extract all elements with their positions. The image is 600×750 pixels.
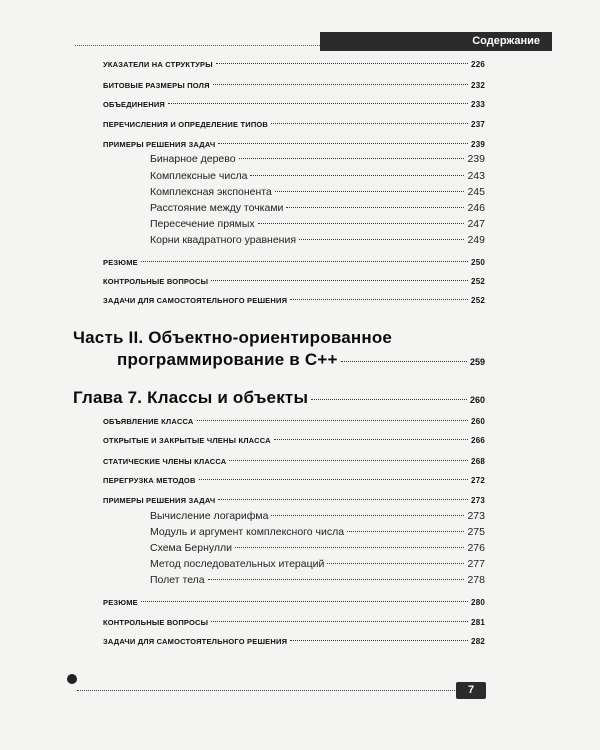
entry-title: ОБЪЯВЛЕНИЕ КЛАССА <box>103 417 194 426</box>
toc-section-entry[interactable] <box>103 81 485 90</box>
toc-subentry[interactable] <box>150 542 485 554</box>
toc-section-entry[interactable] <box>103 100 485 109</box>
entry-page: 273 <box>467 510 485 522</box>
entry-page: 277 <box>467 558 485 570</box>
entry-title: Полет тела <box>150 574 205 586</box>
dot-leader <box>271 123 468 124</box>
entry-title: ОТКРЫТЫЕ И ЗАКРЫТЫЕ ЧЛЕНЫ КЛАССА <box>103 436 271 445</box>
entry-page: 260 <box>469 395 485 405</box>
toc-section-entry[interactable] <box>103 120 485 129</box>
entry-title: ПРИМЕРЫ РЕШЕНИЯ ЗАДАЧ <box>103 496 216 505</box>
entry-page: 243 <box>467 170 485 182</box>
entry-title: ЗАДАЧИ ДЛЯ САМОСТОЯТЕЛЬНОГО РЕШЕНИЯ <box>103 637 288 646</box>
entry-page: 247 <box>467 218 485 230</box>
dot-leader <box>168 103 468 104</box>
toc-section-entry[interactable] <box>103 296 485 305</box>
dot-leader <box>218 143 468 144</box>
toc-subentry[interactable] <box>150 574 485 586</box>
entry-title: Схема Бернулли <box>150 542 233 554</box>
dot-leader <box>211 621 468 622</box>
entry-title: Комплексные числа <box>150 170 248 182</box>
toc-subentry[interactable] <box>150 526 485 538</box>
entry-page: 239 <box>467 153 485 165</box>
dot-leader <box>218 499 468 500</box>
dot-leader <box>299 239 464 240</box>
toc-subentry[interactable] <box>150 170 485 182</box>
dot-leader <box>290 299 468 300</box>
dot-leader <box>211 280 468 281</box>
toc-subentry[interactable] <box>150 510 485 522</box>
toc-subentry[interactable] <box>150 186 485 198</box>
part-title-line1[interactable]: Часть II. Объектно-ориентированное <box>73 328 393 347</box>
entry-page: 239 <box>471 140 485 149</box>
entry-page: 275 <box>467 526 485 538</box>
part-title-line2-row[interactable] <box>117 350 485 370</box>
chapter-title: Глава 7. Классы и объекты <box>73 388 309 407</box>
entry-title: Расстояние между точками <box>150 202 284 214</box>
dot-leader <box>341 361 467 362</box>
entry-page: 272 <box>471 476 485 485</box>
entry-title: ЗАДАЧИ ДЛЯ САМОСТОЯТЕЛЬНОГО РЕШЕНИЯ <box>103 296 288 305</box>
dot-leader <box>311 399 467 400</box>
dot-leader <box>274 439 468 440</box>
footer-page-number: 7 <box>456 682 486 699</box>
dot-leader <box>141 261 468 262</box>
entry-page: 281 <box>471 618 485 627</box>
entry-page: 233 <box>471 100 485 109</box>
entry-title: УКАЗАТЕЛИ НА СТРУКТУРЫ <box>103 60 213 69</box>
dot-leader <box>271 515 464 516</box>
entry-page: 282 <box>471 637 485 646</box>
entry-page: 252 <box>471 277 485 286</box>
entry-title: СТАТИЧЕСКИЕ ЧЛЕНЫ КЛАССА <box>103 457 227 466</box>
entry-page: 260 <box>471 417 485 426</box>
toc-subentry[interactable] <box>150 558 485 570</box>
toc-subentry[interactable] <box>150 202 485 214</box>
dot-leader <box>286 207 464 208</box>
entry-page: 252 <box>471 296 485 305</box>
entry-title: Пересечение прямых <box>150 218 255 230</box>
toc-section-entry[interactable] <box>103 60 485 69</box>
dot-leader <box>347 531 464 532</box>
entry-title: РЕЗЮМЕ <box>103 598 138 607</box>
toc-section-entry[interactable] <box>103 436 485 445</box>
dot-leader <box>290 640 468 641</box>
entry-title: КОНТРОЛЬНЫЕ ВОПРОСЫ <box>103 277 209 286</box>
footer-bullet-dot <box>67 674 77 684</box>
entry-page: 273 <box>471 496 485 505</box>
toc-section-entry[interactable] <box>103 140 485 149</box>
toc-subentry[interactable] <box>150 234 485 246</box>
entry-title: РЕЗЮМЕ <box>103 258 138 267</box>
dot-leader <box>213 84 468 85</box>
entry-title: Корни квадратного уравнения <box>150 234 297 246</box>
toc-section-entry[interactable] <box>103 457 485 466</box>
toc-section-entry[interactable] <box>103 417 485 426</box>
entry-title: Модуль и аргумент комплексного числа <box>150 526 345 538</box>
entry-title: ПЕРЕГРУЗКА МЕТОДОВ <box>103 476 196 485</box>
dot-leader <box>199 479 468 480</box>
dot-leader <box>141 601 468 602</box>
header-section-tab: Содержание <box>320 32 552 51</box>
entry-page: 250 <box>471 258 485 267</box>
toc-section-entry[interactable] <box>103 598 485 607</box>
entry-title: ПЕРЕЧИСЛЕНИЯ И ОПРЕДЕЛЕНИЕ ТИПОВ <box>103 120 269 129</box>
dot-leader <box>327 563 464 564</box>
entry-page: 226 <box>471 60 485 69</box>
entry-title: КОНТРОЛЬНЫЕ ВОПРОСЫ <box>103 618 209 627</box>
entry-page: 237 <box>471 120 485 129</box>
entry-title: ПРИМЕРЫ РЕШЕНИЯ ЗАДАЧ <box>103 140 216 149</box>
entry-page: 266 <box>471 436 485 445</box>
entry-page: 246 <box>467 202 485 214</box>
entry-page: 278 <box>467 574 485 586</box>
toc-section-entry[interactable] <box>103 618 485 627</box>
toc-subentry[interactable] <box>150 153 485 165</box>
entry-title: ОБЪЕДИНЕНИЯ <box>103 100 166 109</box>
entry-page: 276 <box>467 542 485 554</box>
part-title-line2: программирование в C++ <box>117 350 338 369</box>
entry-page: 249 <box>467 234 485 246</box>
entry-page: 268 <box>471 457 485 466</box>
dot-leader <box>229 460 468 461</box>
toc-section-entry[interactable] <box>103 476 485 485</box>
footer-dotted-rule <box>77 690 455 691</box>
entry-page: 245 <box>467 186 485 198</box>
entry-title: Бинарное дерево <box>150 153 236 165</box>
dot-leader <box>208 579 465 580</box>
toc-section-entry[interactable] <box>103 637 485 646</box>
toc-section-entry[interactable] <box>103 496 485 505</box>
toc-subentry[interactable] <box>150 218 485 230</box>
dot-leader <box>216 63 468 64</box>
entry-title: Вычисление логарифма <box>150 510 269 522</box>
dot-leader <box>235 547 464 548</box>
toc-section-entry[interactable] <box>103 258 485 267</box>
entry-page: 280 <box>471 598 485 607</box>
dot-leader <box>275 191 465 192</box>
toc-section-entry[interactable] <box>103 277 485 286</box>
entry-title: БИТОВЫЕ РАЗМЕРЫ ПОЛЯ <box>103 81 210 90</box>
entry-title: Метод последовательных итераций <box>150 558 325 570</box>
entry-title: Комплексная экспонента <box>150 186 272 198</box>
dot-leader <box>258 223 465 224</box>
header-dotted-rule <box>75 45 320 46</box>
dot-leader <box>250 175 464 176</box>
entry-page: 259 <box>469 357 485 367</box>
dot-leader <box>239 158 465 159</box>
entry-page: 232 <box>471 81 485 90</box>
chapter-title-row[interactable] <box>73 388 485 408</box>
dot-leader <box>197 420 469 421</box>
